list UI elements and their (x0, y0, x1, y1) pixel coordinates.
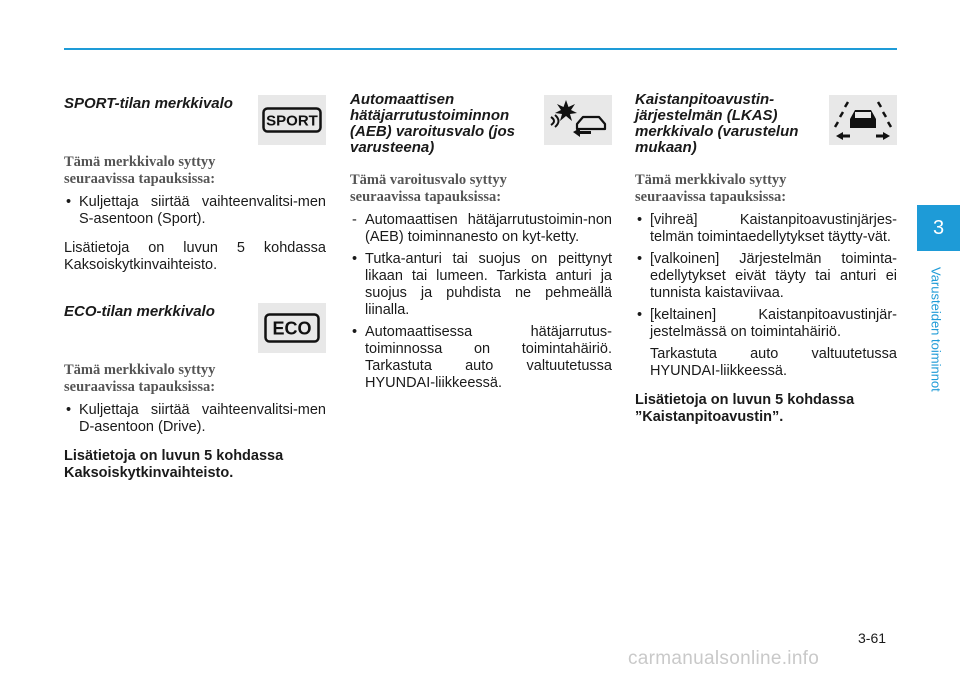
lkas-title: Kaistanpitoavustin-järjestelmän (LKAS) merkkivalo (varustelun mukaan) (635, 91, 799, 156)
eco-subtitle-2: seuraavissa tapauksissa: (64, 379, 216, 395)
list-item: • Automaattisessa hätäjarrutus-toiminnossa on toimintahäiriö. Tarkastuta auto valtuutetussa HYUNDAI-liikkeessä. (352, 324, 612, 391)
column-1 (64, 92, 326, 482)
aeb-subtitle-2: seuraavissa tapauksissa: (350, 189, 502, 205)
column-3 (635, 92, 897, 426)
eco-title: ECO-tilan merkkivalo (64, 303, 215, 320)
lkas-indicator-icon (829, 95, 897, 145)
sport-title: SPORT-tilan merkkivalo (64, 95, 233, 112)
list-item: • Kuljettaja siirtää vaihteenvalitsi-men S-asentoon (Sport). (66, 194, 326, 227)
list-item: • [valkoinen] Järjestelmän toiminta-edellytykset eivät täyty tai anturi ei tunnista kaistaviivaa. (637, 251, 897, 301)
aeb-section (350, 92, 612, 172)
page-number: 3-61 (858, 630, 887, 646)
list-item: • Kuljettaja siirtää vaihteenvalitsi-men D-asentoon (Drive). (66, 402, 326, 435)
sport-list (64, 194, 326, 228)
sport-indicator-icon (258, 95, 326, 145)
sport-subtitle-1: Tämä merkkivalo syttyy (64, 154, 216, 170)
list-item: • [keltainen] Kaistanpitoavustinjär-jestelmässä on toimintahäiriö. (637, 307, 897, 340)
sport-subtitle-2: seuraavissa tapauksissa: (64, 171, 216, 187)
lkas-section (635, 92, 897, 172)
column-2 (350, 92, 612, 397)
eco-list (64, 402, 326, 436)
chapter-label-text: Varusteiden toiminnot (928, 266, 944, 392)
eco-section (64, 300, 326, 362)
sport-section (64, 92, 326, 154)
aeb-warning-icon (544, 95, 612, 145)
chapter-tab (917, 205, 960, 251)
lkas-subtitle-2: seuraavissa tapauksissa: (635, 189, 787, 205)
lkas-after-note: Tarkastuta auto valtuutetussa HYUNDAI-liikkeessä. (650, 346, 897, 379)
chapter-number: 3 (932, 216, 945, 239)
lkas-subtitle-1: Tämä merkkivalo syttyy (635, 172, 787, 188)
aeb-list (350, 212, 612, 392)
eco-info: Lisätietoja on luvun 5 kohdassa Kaksoiskytkinvaihteisto. (64, 448, 284, 481)
lkas-list (635, 212, 897, 341)
chapter-label (925, 255, 947, 403)
lkas-info: Lisätietoja on luvun 5 kohdassa ”Kaistanpitoavustin”. (635, 392, 855, 425)
aeb-title: Automaattisen hätäjarrutustoiminnon (AEB) varoitusvalo (jos varusteena) (350, 91, 516, 156)
eco-indicator-icon (258, 303, 326, 353)
list-item: - Automaattisen hätäjarrutustoimin-non (AEB) toiminnanesto on kyt-ketty. (352, 212, 612, 245)
eco-subtitle-1: Tämä merkkivalo syttyy (64, 362, 216, 378)
aeb-subtitle-1: Tämä varoitusvalo syttyy (350, 172, 507, 188)
sport-icon-text: SPORT (266, 112, 318, 130)
watermark: carmanualsonline.info (628, 648, 820, 669)
eco-icon-text: ECO (272, 318, 312, 339)
list-item: • [vihreä] Kaistanpitoavustinjärjes-telmän toimintaedellytykset täytty-vät. (637, 212, 897, 245)
list-item: • Tutka-anturi tai suojus on peittynyt likaan tai lumeen. Tarkista anturi ja suojus ja puhdista ne pehmeällä liinalla. (352, 251, 612, 318)
top-rule (64, 48, 897, 50)
sport-info: Lisätietoja on luvun 5 kohdassa Kaksoiskytkinvaihteisto. (64, 240, 326, 273)
